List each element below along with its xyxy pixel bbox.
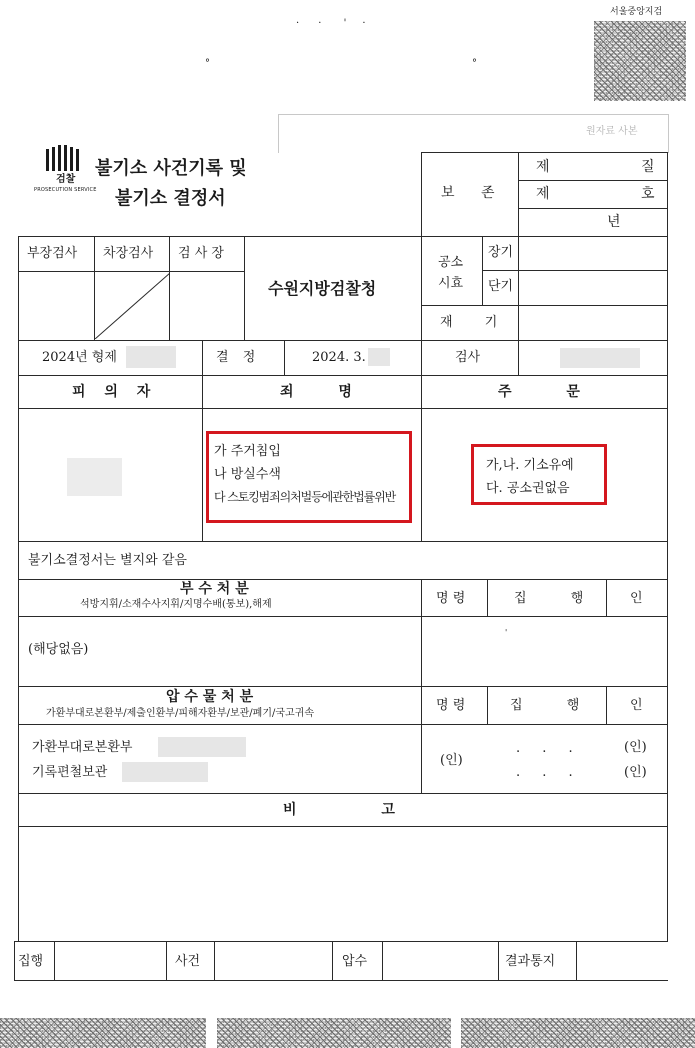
document-title-line2: 불기소 결정서 [115,188,226,209]
seized-item-1: 가환부대로본환부 [32,740,133,755]
prosecution-logo [44,145,86,171]
footer-case: 사건 [175,954,201,969]
logo-text: 검찰 [56,174,76,185]
redacted-suspect-name [67,458,122,496]
redacted-bottom-stamp-2 [217,1018,451,1048]
prosecutor-office: 수원지방검찰청 [268,279,377,298]
disposition-item-1: 가,나. 기소유예 [486,458,574,473]
ancillary-content: (해당없음) [28,642,89,657]
scan-mark: ' [505,628,508,637]
seized-title: 압 수 물 처 분 [166,689,254,705]
prescription-long: 장기 [488,245,514,260]
seized-exec-seal-2: (인) [624,765,647,780]
seized-exec-seal-1: (인) [624,740,647,755]
footer-result-notice: 결과통지 [505,954,556,969]
case-number-prefix: 2024년 형제 [42,350,117,365]
redacted-seized-item-2 [122,762,208,782]
charge-item-3: 다 스토킹범죄의처벌등에관한법률위반 [214,490,396,504]
top-right-faint-text: 원자료 사본 [586,126,638,137]
stamp-label: 서울중앙지검 [610,7,663,17]
diagonal-strike [95,273,170,339]
charge-item-2: 나 방실수색 [214,467,281,482]
document-title-line1: 불기소 사건기록 및 [95,158,247,179]
redacted-bottom-stamp-3 [461,1018,695,1048]
header-disposition: 주 문 [498,384,580,400]
decision-label: 결 정 [216,350,256,365]
seized-exec-date-1: . . . [516,741,573,756]
attachment-note: 불기소결정서는 별지와 같음 [28,553,187,568]
prescription-short: 단기 [488,279,514,294]
footer-seizure: 압수 [342,954,368,969]
redacted-case-number [126,346,176,368]
disposition-item-2: 다. 공소권없음 [486,481,570,496]
seized-exec-date-2: . . . [516,765,573,780]
ancillary-subtitle: 석방지휘/소재수사지휘/지명수배(통보),해제 [80,599,272,610]
prescription-label: 공소 시효 [438,255,464,291]
preserve-row2-prefix: 제 [536,186,550,202]
redacted-bottom-stamp-1 [0,1018,206,1048]
approver-vice-chief: 차장검사 [103,246,154,261]
preserve-row1-suffix: 질 [641,159,655,175]
preserve-label: 보 존 [441,185,495,201]
seized-item-2: 기록편철보관 [32,765,108,780]
approver-chief: 검 사 장 [178,246,224,261]
ancillary-title: 부 수 처 분 [180,581,249,597]
preserve-row2-suffix: 호 [641,186,655,202]
header-charges: 죄 명 [280,384,352,400]
redacted-stamp-image [594,21,686,101]
ancillary-execute-header: 집 행 [514,591,584,606]
seized-seal-header: 인 [630,698,643,713]
remarks-header: 비 고 [283,802,395,818]
ancillary-order-header: 명 령 [436,591,466,606]
seized-order-header: 명 령 [436,698,466,713]
seized-execute-header: 집 행 [510,698,580,713]
charge-item-1: 가 주거침입 [214,444,281,459]
prescription-reopen: 재 기 [440,315,498,330]
preserve-row1-prefix: 제 [536,159,550,175]
redacted-prosecutor-name [560,348,640,368]
decision-date: 2024. 3. [312,350,366,365]
redacted-seized-item-1 [158,737,246,757]
redacted-decision-day [368,348,390,366]
footer-execute: 집행 [18,954,44,969]
scan-dot-right: ° [472,58,477,69]
prosecutor-label: 검사 [455,350,481,365]
logo-subtext: PROSECUTION SERVICE [34,187,97,193]
header-suspect: 피 의 자 [72,384,151,400]
approver-deputy-chief: 부장검사 [27,246,78,261]
seized-order-seal: (인) [440,753,463,768]
scan-dot-left: ° [205,58,210,69]
preserve-row3: 년 [607,214,621,230]
ancillary-seal-header: 인 [630,591,643,606]
seized-subtitle: 가환부대로본환부/제출인환부/피해자환부/보관/폐기/국고귀속 [46,708,315,719]
scan-dots: · · ' · [296,18,366,29]
